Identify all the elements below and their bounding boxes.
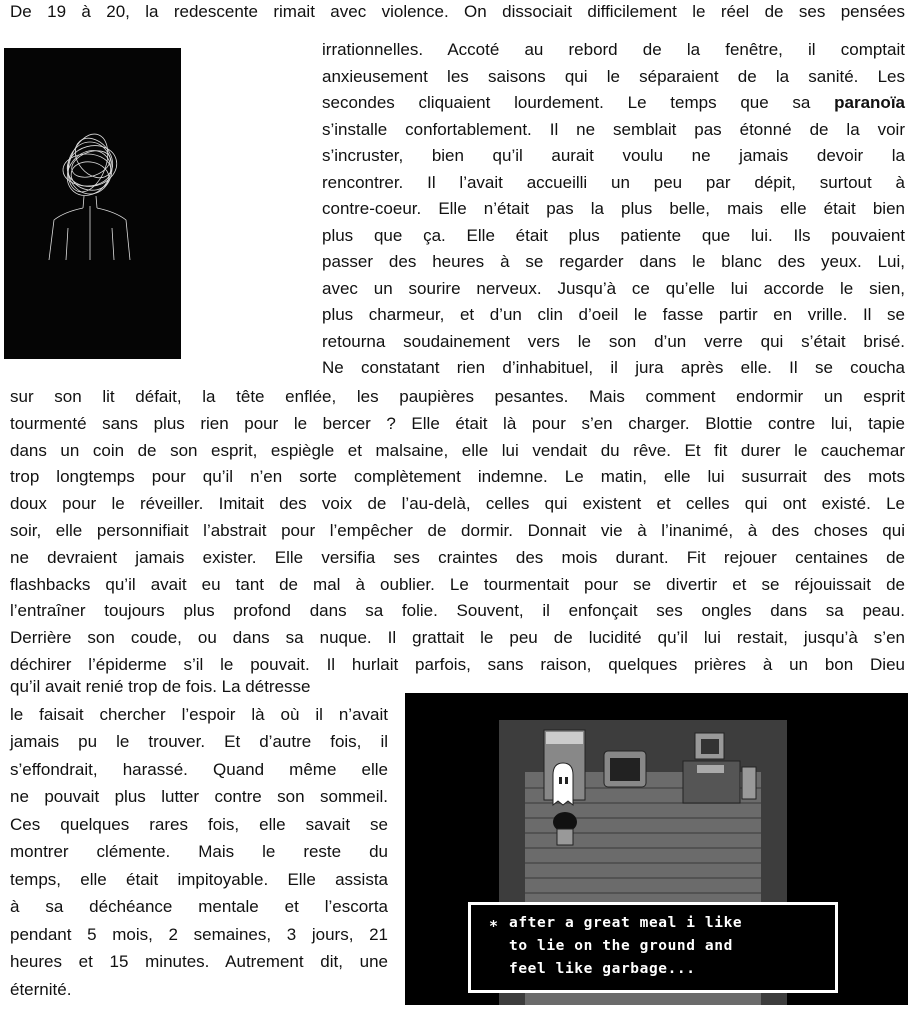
text-line (10, 676, 388, 698)
text-line (322, 39, 905, 61)
text-line (10, 654, 905, 676)
text-line (10, 951, 388, 973)
text-line (10, 627, 905, 649)
text-line-content: qu’il avait renié trop de fois. La détresse (10, 677, 311, 696)
dialog-line: to lie on the ground and (509, 938, 733, 954)
text-line-content: retourna soudainement vers le son d’un verre qui s’était brisé. (322, 331, 905, 351)
text-line-content: soir, elle personnifiait l’abstrait pour l’empêcher de dormir. Donnait vie à l’inanimé, à des choses qui (10, 521, 905, 540)
text-line-content: Ces quelques rares fois, elle savait se (10, 814, 388, 834)
text-line-content: De 19 à 20, la redescente rimait avec violence. On dissociait difficilement le réel de ses pensées (10, 2, 905, 21)
text-line-content: Derrière son coude, ou dans sa nuque. Il grattait le peu de lucidité qu’il lui restait, jusqu’à s’en (10, 628, 905, 648)
dialog-line: after a great meal i like (509, 915, 743, 931)
text-line (322, 357, 905, 379)
text-line-content: ne pouvait plus lutter contre son sommeil. (10, 787, 388, 806)
text-line-content: heures et 15 minutes. Autrement dit, une (10, 952, 388, 971)
dialog-asterisk: * (489, 917, 499, 935)
text-line (10, 869, 388, 891)
text-line (10, 440, 905, 462)
text-line (322, 172, 905, 194)
text-line-content: ne devraient jamais exister. Elle versifia ses craintes des mois durant. Fit rejouer centaines de (10, 547, 905, 567)
text-line-content: rencontrer. Il l’avait accueilli un peu par dépit, surtout à (322, 172, 905, 192)
text-line (10, 466, 905, 488)
text-line (10, 786, 388, 808)
text-line-content: plus charmeur, et d’un clin d’oeil le fasse partir en vrille. Il se (322, 305, 905, 324)
text-line-content: s’installe confortablement. Il ne semblait pas étonné de la voir (322, 119, 905, 139)
text-line (10, 841, 388, 863)
text-line-content: Ne constatant rien d’inhabituel, il jura après elle. Il se coucha (322, 358, 905, 377)
text-line (10, 731, 388, 753)
text-line-content: irrationnelles. Accoté au rebord de la fenêtre, il comptait (322, 40, 905, 59)
text-line (10, 759, 388, 781)
text-line (10, 600, 905, 622)
text-line-content: sur son lit défait, la tête enflée, les paupières pesantes. Mais comment endormir un esprit (10, 387, 905, 406)
scribble-head-illustration (4, 48, 181, 359)
text-line (322, 251, 905, 273)
text-line (322, 145, 905, 167)
dialog-line: feel like garbage... (509, 961, 696, 977)
text-line (322, 304, 905, 326)
text-line-content: à sa déchéance mentale et l’escorta (10, 897, 388, 916)
text-line-content: contre-coeur. Elle n’était pas la plus belle, mais elle était bien (322, 199, 905, 218)
text-line (322, 92, 905, 114)
text-line (10, 386, 905, 408)
text-line-content: jamais pu le trouver. Et d’autre fois, il (10, 732, 388, 751)
text-line (10, 704, 388, 726)
text-line-content: s’incruster, bien qu’il aurait voulu ne jamais devoir la (322, 146, 905, 165)
dialog-box (468, 902, 838, 993)
bold-word: paranoïa (834, 93, 905, 112)
text-line-content: s’effondrait, harassé. Quand même elle (10, 759, 388, 779)
text-line-content: secondes cliquaient lourdement. Le temps que sa (322, 93, 811, 112)
text-line (10, 493, 905, 515)
text-line-content: anxieusement les saisons qui le séparaient de la sanité. Les (322, 66, 905, 86)
text-line (10, 1, 905, 23)
text-line-content: passer des heures à se regarder dans le blanc des yeux. Lui, (322, 252, 905, 271)
text-line-content: temps, elle était impitoyable. Elle assista (10, 869, 388, 889)
text-line (10, 924, 388, 946)
text-line-content: tourmenté sans plus rien pour le bercer ? Elle était là pour s’en charger. Blottie contre lui, tapie (10, 413, 905, 433)
text-line (322, 66, 905, 88)
text-line (10, 814, 388, 836)
text-line-content: le faisait chercher l’espoir là où il n’avait (10, 704, 388, 724)
text-line (322, 198, 905, 220)
text-line-content: pendant 5 mois, 2 semaines, 3 jours, 21 (10, 924, 388, 944)
text-line-content: trop longtemps pour qu’il n’en sorte complètement indemne. Le matin, elle lui susurrait des mots (10, 467, 905, 487)
text-line-content: l’entraîner toujours plus profond dans sa folie. Souvent, il enfonçait ses ongles dans sa peau. (10, 601, 905, 621)
text-line (10, 413, 905, 435)
text-line-content: dans un coin de son esprit, espiègle et malsaine, elle lui vendait du rêve. Et fit durer le cauchemar (10, 440, 905, 460)
text-line (322, 278, 905, 300)
text-line-content: plus que ça. Elle était plus patiente que lui. Ils pouvaient (322, 225, 905, 245)
text-line-content: flashbacks qu’il avait eu tant de mal à oublier. Le tourmentait pour se divertir et se réjouissait de (10, 574, 905, 594)
scribble-head-icon (4, 48, 181, 359)
text-line (322, 331, 905, 353)
text-line (322, 225, 905, 247)
text-line-content: montrer clémente. Mais le reste du (10, 842, 388, 861)
text-line-content: éternité. (10, 979, 72, 999)
text-line (10, 520, 905, 542)
text-line-content: avec un sourire nerveux. Jusqu’à ce qu’elle lui accorde le sien, (322, 278, 905, 298)
game-screenshot (405, 693, 908, 1005)
text-line (322, 119, 905, 141)
text-line-content: doux pour le réveiller. Imitait des voix de l’au-delà, celles qui existent et celles qui ont existé. Le (10, 494, 905, 514)
text-line (10, 574, 905, 596)
text-line (10, 896, 388, 918)
text-line-content: déchirer l’épiderme s’il le pouvait. Il hurlait parfois, sans raison, quelques prières à un bon Dieu (10, 655, 905, 674)
text-line (10, 979, 388, 1001)
text-line (10, 547, 905, 569)
